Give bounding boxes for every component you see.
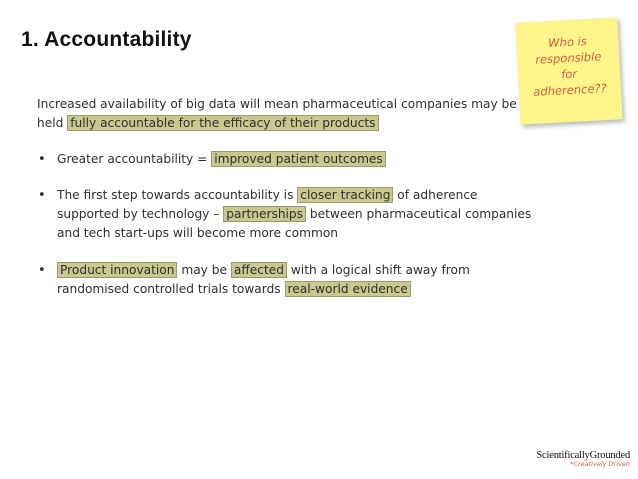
bullet-highlight: improved patient outcomes: [211, 151, 386, 167]
intro-highlight: fully accountable for the efficacy of their products: [67, 115, 378, 131]
intro-text: Increased availability of big data will mean pharmaceutical companies may be held: [37, 97, 517, 130]
bullet-item-innovation: [37, 261, 532, 299]
bullet-text: of adherence supported by technology –: [57, 188, 478, 221]
bullet-text: between pharmaceutical companies and tech start-ups will become more common: [57, 207, 532, 240]
bullet-item-tracking: [37, 186, 532, 243]
logo-name: ScientificallyGrounded: [536, 450, 630, 461]
bullet-text: with a logical shift away from randomised controlled trials towards: [57, 263, 470, 296]
sticky-note-line: for: [560, 66, 578, 82]
bullet-text: may be: [177, 263, 231, 277]
bullet-text: The first step towards accountability is: [57, 188, 298, 202]
sticky-note-line: Who is: [547, 34, 588, 51]
slide-title: 1. Accountability: [21, 28, 192, 51]
bullet-dot: •: [38, 263, 46, 278]
bullet-highlight: affected: [231, 262, 287, 278]
bullet-text: Greater accountability =: [57, 152, 212, 166]
bullet-highlight: closer tracking: [297, 187, 393, 203]
bullet-highlight: partnerships: [223, 206, 306, 222]
logo-tagline: *Creatively Driven: [570, 460, 630, 468]
bullet-list: [37, 150, 532, 299]
sticky-note-line: adherence??: [532, 81, 608, 99]
slide-body: [37, 95, 532, 299]
sticky-note-line: responsible: [534, 49, 602, 67]
bullet-dot: •: [38, 152, 46, 167]
bullet-highlight: Product innovation: [57, 262, 177, 278]
intro-paragraph: [37, 95, 532, 133]
bullet-item-outcomes: [37, 150, 532, 169]
bullet-dot: •: [38, 188, 46, 203]
bullet-highlight: real-world evidence: [285, 281, 411, 297]
company-logo: [530, 450, 630, 468]
